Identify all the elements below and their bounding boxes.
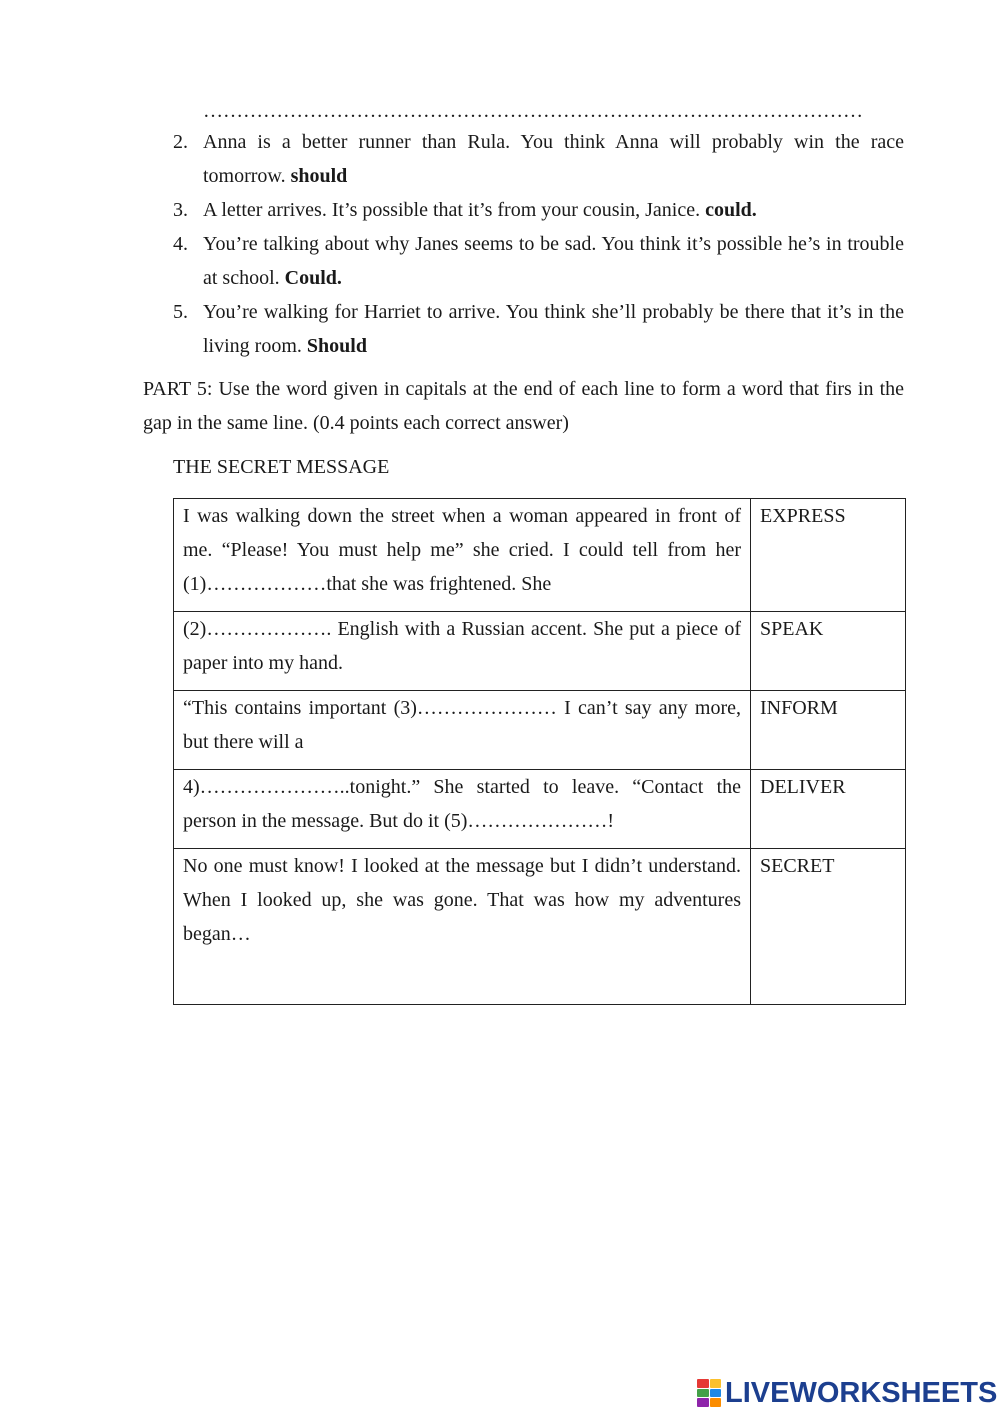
table-row	[174, 849, 906, 1005]
question-keyword: could.	[705, 199, 757, 221]
passage-cell: No one must know! I looked at the message but I didn’t understand. When I looked up, she was gone. That was how my adventures began…	[174, 849, 751, 1005]
question-number: 2.	[173, 131, 188, 153]
logo-block	[697, 1389, 709, 1398]
question-item	[173, 295, 904, 363]
question-keyword: Should	[306, 335, 367, 357]
question-item	[173, 227, 904, 295]
question-item	[173, 193, 904, 227]
logo-block	[710, 1389, 722, 1398]
base-word-cell: EXPRESS	[751, 499, 906, 612]
table-row	[174, 770, 906, 849]
logo-text: LIVEWORKSHEETS	[725, 1376, 998, 1409]
question-item	[173, 125, 904, 193]
logo-block	[710, 1379, 722, 1388]
question-sentence: Anna is a better runner than Rula. You think Anna will probably win the race tomorrow.	[203, 131, 904, 187]
logo-block	[697, 1379, 709, 1388]
base-word-cell: DELIVER	[751, 770, 906, 849]
liveworksheets-logo[interactable]	[697, 1376, 997, 1410]
table-row	[174, 612, 906, 691]
question-list	[173, 125, 904, 363]
answer-dotted-line: ………………………………………………………………………………………	[203, 100, 863, 122]
story-title: THE SECRET MESSAGE	[173, 456, 390, 478]
base-word-cell: INFORM	[751, 691, 906, 770]
part5-instruction: PART 5: Use the word given in capitals at the end of each line to form a word that firs in the gap in the same line. (0.4 points each correct answer)	[143, 378, 904, 434]
question-sentence: You’re talking about why Janes seems to be sad. You think it’s possible he’s in trouble at school.	[203, 233, 904, 289]
logo-block	[710, 1398, 722, 1407]
question-sentence: A letter arrives. It’s possible that it’s from your cousin, Janice.	[203, 199, 701, 221]
question-text	[203, 125, 904, 193]
question-text	[203, 295, 904, 363]
passage-cell: I was walking down the street when a woman appeared in front of me. “Please! You must help me” she cried. I could tell from her (1)………………that she was frightened. She	[174, 499, 751, 612]
passage-cell: 4)…………………..tonight.” She started to leave. “Contact the person in the message. But do it (5)…………………!	[174, 770, 751, 849]
question-keyword: Could.	[284, 267, 342, 289]
table-row	[174, 691, 906, 770]
question-keyword: should	[290, 165, 348, 187]
question-number: 5.	[173, 301, 188, 323]
base-word-cell: SPEAK	[751, 612, 906, 691]
table-row	[174, 499, 906, 612]
question-sentence: You’re walking for Harriet to arrive. You think she’ll probably be there that it’s in the living room.	[203, 301, 904, 357]
logo-blocks-icon	[697, 1379, 721, 1407]
logo-block	[697, 1398, 709, 1407]
question-text	[203, 193, 904, 227]
passage-cell: (2)………………. English with a Russian accent. She put a piece of paper into my hand.	[174, 612, 751, 691]
word-formation-table	[173, 498, 906, 1005]
base-word-cell: SECRET	[751, 849, 906, 1005]
passage-cell: “This contains important (3)………………… I can’t say any more, but there will a	[174, 691, 751, 770]
question-text	[203, 227, 904, 295]
question-number: 3.	[173, 199, 188, 221]
question-number: 4.	[173, 233, 188, 255]
